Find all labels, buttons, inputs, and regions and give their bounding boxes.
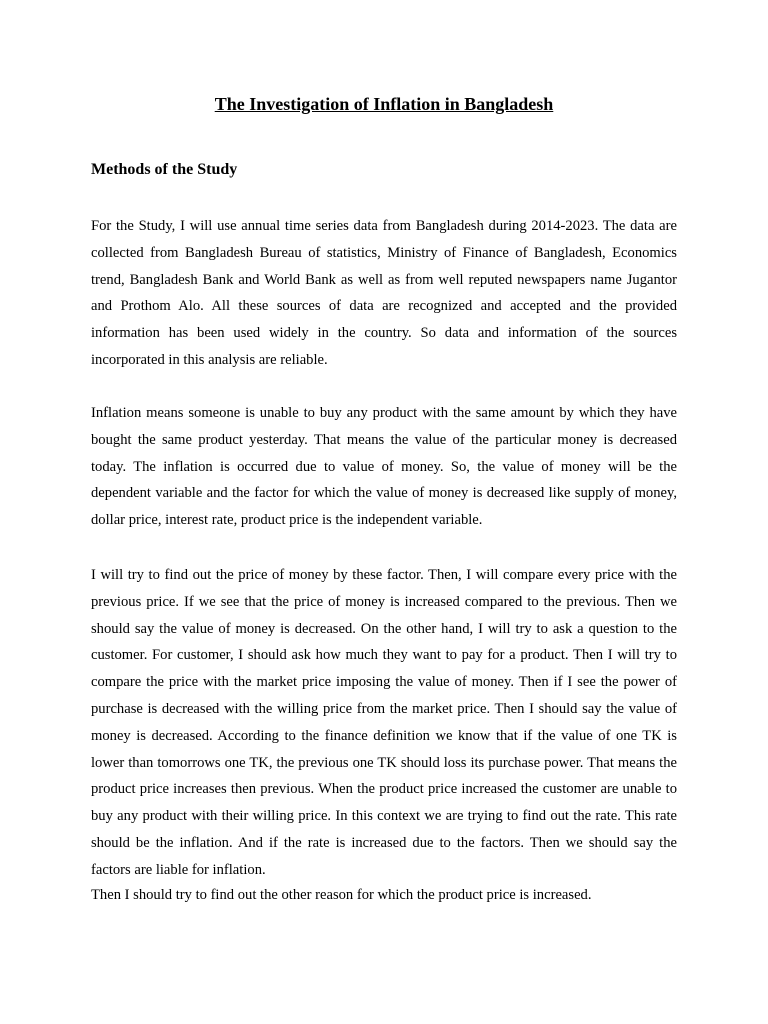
paragraph-other-reasons: Then I should try to find out the other reason for which the product price is increased. (91, 887, 592, 903)
paragraph-data-sources: For the Study, I will use annual time series data from Bangladesh during 2014-2023. The data are collected from Bangladesh Bureau of statistics, Ministry of Finance of Bangladesh, Economics trend, Bangladesh Bank and World Bank as well as from well reputed newspapers name Jugantor and Prothom Alo. All these sources of data are recognized and accepted and the provided information has been used widely in the country. So data and information of the sources incorporated in this analysis are reliable. (91, 218, 677, 368)
document-title: The Investigation of Inflation in Bangladesh (214, 94, 554, 114)
paragraph-methodology: I will try to find out the price of money by these factor. Then, I will compare every price with the previous price. If we see that the price of money is increased compared to the previous. Then we should say the value of money is decreased. On the other hand, I will try to ask a question to the customer. For customer, I should ask how much they want to pay for a product. Then I will try to compare the price with the market price imposing the value of money. Then if I see the power of purchase is decreased with the willing price from the market price. Then I should say the value of money is decreased. According to the finance definition we know that if the value of one TK is lower than tomorrows one TK, the previous one TK should loss its purchase power. That means the product price increases then previous. When the product price increased the customer are unable to buy any product with their willing price. In this context we are trying to find out the rate. This rate should be the inflation. And if the rate is increased due to the factors. Then we should say the factors are liable for inflation. (91, 567, 677, 878)
paragraph-inflation-definition: Inflation means someone is unable to buy any product with the same amount by which they have bought the same product yesterday. That means the value of the particular money is decreased today. The inflation is occurred due to value of money. So, the value of money will be the dependent variable and the factor for which the value of money is decreased like supply of money, dollar price, interest rate, product price is the independent variable. (91, 405, 677, 529)
section-heading: Methods of the Study (91, 161, 238, 178)
